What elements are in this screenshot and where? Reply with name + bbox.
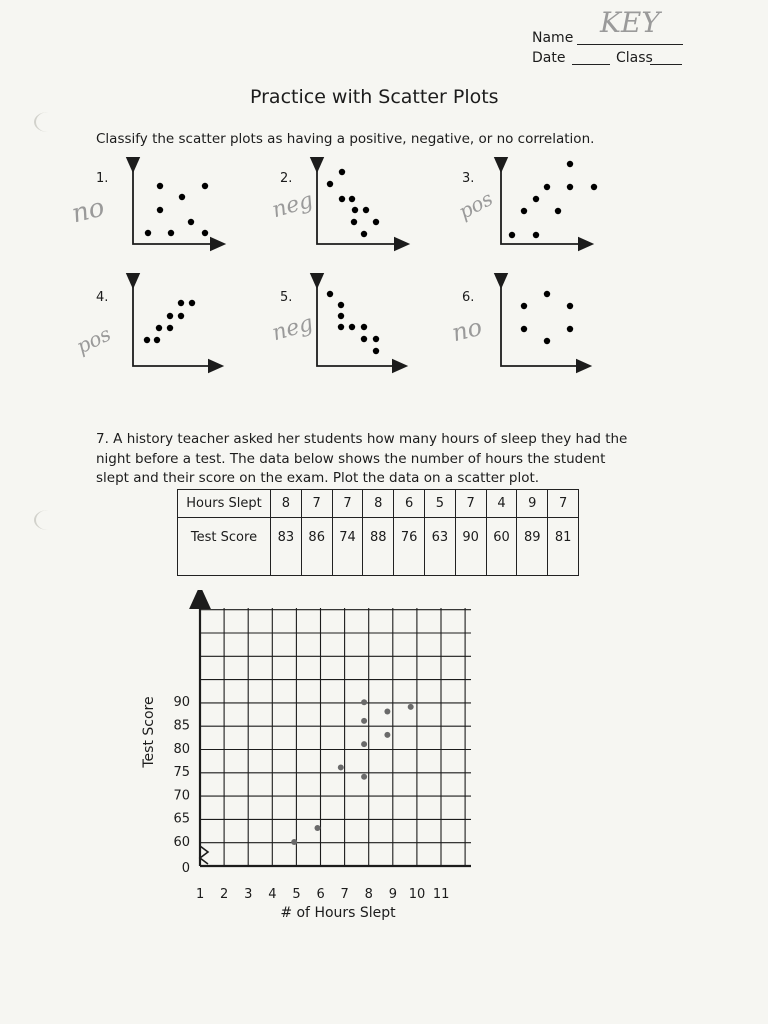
table-cell: 76: [394, 518, 425, 576]
row-header: Test Score: [178, 518, 271, 576]
class-line: [650, 64, 682, 65]
handwritten-answer: no: [68, 192, 108, 230]
mini-plot-number: 6.: [462, 290, 475, 305]
table-cell: 8: [363, 490, 394, 518]
table-cell: 81: [548, 518, 579, 576]
table-cell: 89: [517, 518, 548, 576]
table-cell: 60: [486, 518, 517, 576]
instructions: Classify the scatter plots as having a positive, negative, or no correlation.: [96, 131, 595, 147]
data-point: [361, 774, 367, 780]
y-tick-label: 70: [173, 788, 190, 804]
mini-plot-number: 2.: [280, 171, 293, 186]
problem-7-line: 7. A history teacher asked her students how many hours of sleep they had the: [96, 431, 628, 447]
mini-plot-number: 5.: [280, 290, 293, 305]
table-cell: 7: [548, 490, 579, 518]
x-tick-label: 9: [388, 887, 398, 902]
data-point: [384, 709, 390, 715]
punch-hole: [34, 510, 62, 530]
table-cell: 5: [424, 490, 455, 518]
data-point: [408, 704, 414, 710]
mini-plots: [0, 150, 768, 380]
scatter-chart: [0, 590, 768, 930]
x-tick-label: 3: [244, 887, 253, 902]
handwritten-answer: neg: [269, 310, 316, 347]
mini-plot-number: 3.: [462, 171, 475, 186]
table-cell: 7: [301, 490, 332, 518]
handwritten-answer: no: [449, 312, 485, 348]
x-tick-label: 5: [292, 887, 301, 902]
x-tick-label: 11: [432, 887, 450, 902]
mini-plot-1: [133, 166, 219, 244]
table-cell: 83: [271, 518, 302, 576]
mini-plot-number: 1.: [96, 171, 109, 186]
table-row: [178, 490, 579, 518]
data-table: [177, 489, 579, 576]
mini-plot-2: [317, 166, 403, 244]
x-tick-label: 6: [316, 887, 325, 902]
table-cell: 8: [271, 490, 302, 518]
mini-plot-number: 4.: [96, 290, 109, 305]
date-line: [572, 64, 610, 65]
axis-break: [200, 846, 208, 864]
y-tick-label: 65: [173, 811, 190, 827]
data-point: [361, 718, 367, 724]
data-point: [315, 825, 321, 831]
data-point: [384, 732, 390, 738]
y-tick-label: 80: [173, 741, 190, 757]
y-tick-label: 85: [173, 718, 190, 734]
data-point: [291, 839, 297, 845]
table-cell: 7: [455, 490, 486, 518]
table-cell: 9: [517, 490, 548, 518]
punch-hole: [34, 112, 62, 132]
x-axis-label: # of Hours Slept: [280, 905, 396, 921]
x-tick-label: 10: [408, 887, 426, 902]
y-tick-label: 75: [173, 765, 190, 781]
name-label: Name: [532, 30, 574, 46]
mini-plot-6: [501, 282, 585, 366]
date-label: Date: [532, 50, 566, 66]
handwritten-answer: pos: [454, 186, 497, 224]
x-tick-label: 4: [268, 887, 277, 902]
mini-plot-4: [133, 282, 217, 366]
problem-7-text: [96, 430, 627, 489]
class-label: Class: [616, 50, 653, 66]
table-cell: 4: [486, 490, 517, 518]
name-value: KEY: [600, 6, 660, 39]
table-cell: 90: [455, 518, 486, 576]
data-point: [338, 764, 344, 770]
y-tick-label: 90: [173, 695, 190, 711]
mini-plot-3: [501, 161, 597, 244]
data-point: [361, 741, 367, 747]
table-cell: 7: [332, 490, 363, 518]
x-tick-label: 8: [364, 887, 373, 902]
table-cell: 6: [394, 490, 425, 518]
table-row: [178, 518, 579, 576]
x-tick-label: 2: [220, 887, 229, 902]
mini-plot-5: [317, 282, 401, 366]
x-tick-label: 7: [340, 887, 349, 902]
table-cell: 86: [301, 518, 332, 576]
y-tick-label: 60: [173, 835, 190, 850]
name-line: [577, 44, 683, 45]
y-axis-label: Test Score: [141, 696, 157, 768]
row-header: Hours Slept: [178, 490, 271, 518]
x-tick-label: 1: [195, 887, 205, 902]
table-cell: 88: [363, 518, 394, 576]
page-title: Practice with Scatter Plots: [250, 86, 499, 108]
table-cell: 63: [424, 518, 455, 576]
data-point: [361, 699, 367, 705]
problem-7-line: night before a test. The data below shows the number of hours the student: [96, 450, 606, 467]
handwritten-answer: neg: [269, 187, 316, 224]
problem-7-line: slept and their score on the exam. Plot the data on a scatter plot.: [96, 470, 540, 486]
handwritten-answer: pos: [72, 321, 115, 359]
table-cell: 74: [332, 518, 363, 576]
y-tick-label: 0: [181, 861, 190, 876]
